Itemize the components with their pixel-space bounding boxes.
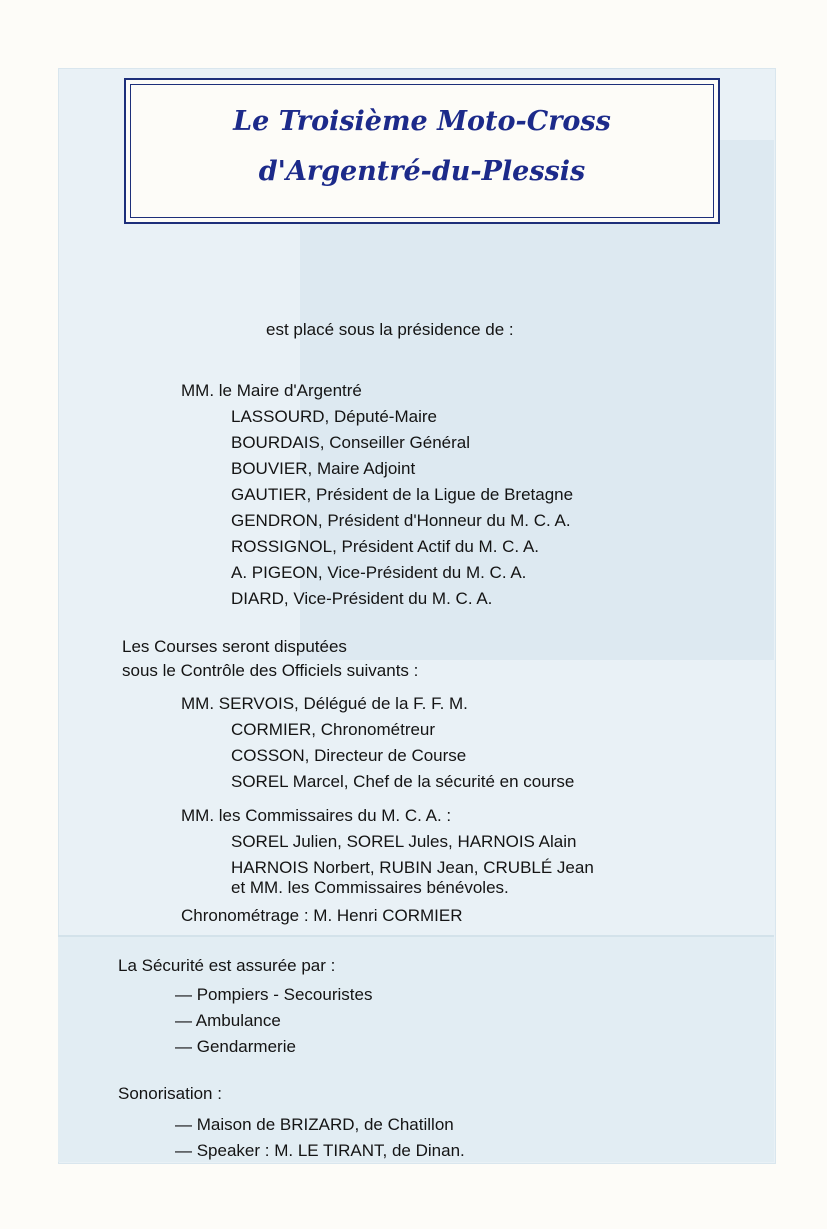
official-line: SOREL Marcel, Chef de la sécurité en course — [231, 772, 575, 791]
sono-intro: Sonorisation : — [118, 1084, 222, 1103]
sono-item: — Speaker : M. LE TIRANT, de Dinan. — [175, 1141, 465, 1160]
presidence-member: GENDRON, Président d'Honneur du M. C. A. — [231, 511, 571, 530]
presidence-intro: est placé sous la présidence de : — [266, 320, 514, 339]
commissaires-line: HARNOIS Norbert, RUBIN Jean, CRUBLÉ Jean — [231, 858, 594, 877]
title-line-2: d'Argentré-du-Plessis — [258, 156, 586, 187]
securite-intro: La Sécurité est assurée par : — [118, 956, 336, 975]
presidence-member: A. PIGEON, Vice-Président du M. C. A. — [231, 563, 527, 582]
title-frame — [124, 78, 720, 224]
courses-intro-2: sous le Contrôle des Officiels suivants : — [122, 661, 419, 680]
sono-item: — Maison de BRIZARD, de Chatillon — [175, 1115, 454, 1134]
commissaires-line: MM. les Commissaires du M. C. A. : — [181, 806, 452, 825]
presidence-member: MM. le Maire d'Argentré — [181, 381, 362, 400]
presidence-member: BOURDAIS, Conseiller Général — [231, 433, 471, 452]
chronometrage: Chronométrage : M. Henri CORMIER — [181, 906, 463, 925]
official-line: MM. SERVOIS, Délégué de la F. F. M. — [181, 694, 468, 713]
official-line: CORMIER, Chronométreur — [231, 720, 436, 739]
title-line-1: Le Troisième Moto-Cross — [233, 106, 611, 137]
securite-item: — Pompiers - Secouristes — [175, 985, 373, 1004]
securite-item: — Ambulance — [175, 1011, 281, 1030]
presidence-member: GAUTIER, Président de la Ligue de Bretagne — [231, 485, 574, 504]
official-line: COSSON, Directeur de Course — [231, 746, 467, 765]
presidence-member: ROSSIGNOL, Président Actif du M. C. A. — [231, 537, 540, 556]
title-frame-inner — [130, 84, 714, 218]
commissaires-line: et MM. les Commissaires bénévoles. — [231, 878, 509, 897]
courses-intro-1: Les Courses seront disputées — [122, 637, 347, 656]
presidence-member: BOUVIER, Maire Adjoint — [231, 459, 416, 478]
securite-item: — Gendarmerie — [175, 1037, 296, 1056]
commissaires-line: SOREL Julien, SOREL Jules, HARNOIS Alain — [231, 832, 577, 851]
presidence-member: LASSOURD, Député-Maire — [231, 407, 437, 426]
presidence-member: DIARD, Vice-Président du M. C. A. — [231, 589, 493, 608]
